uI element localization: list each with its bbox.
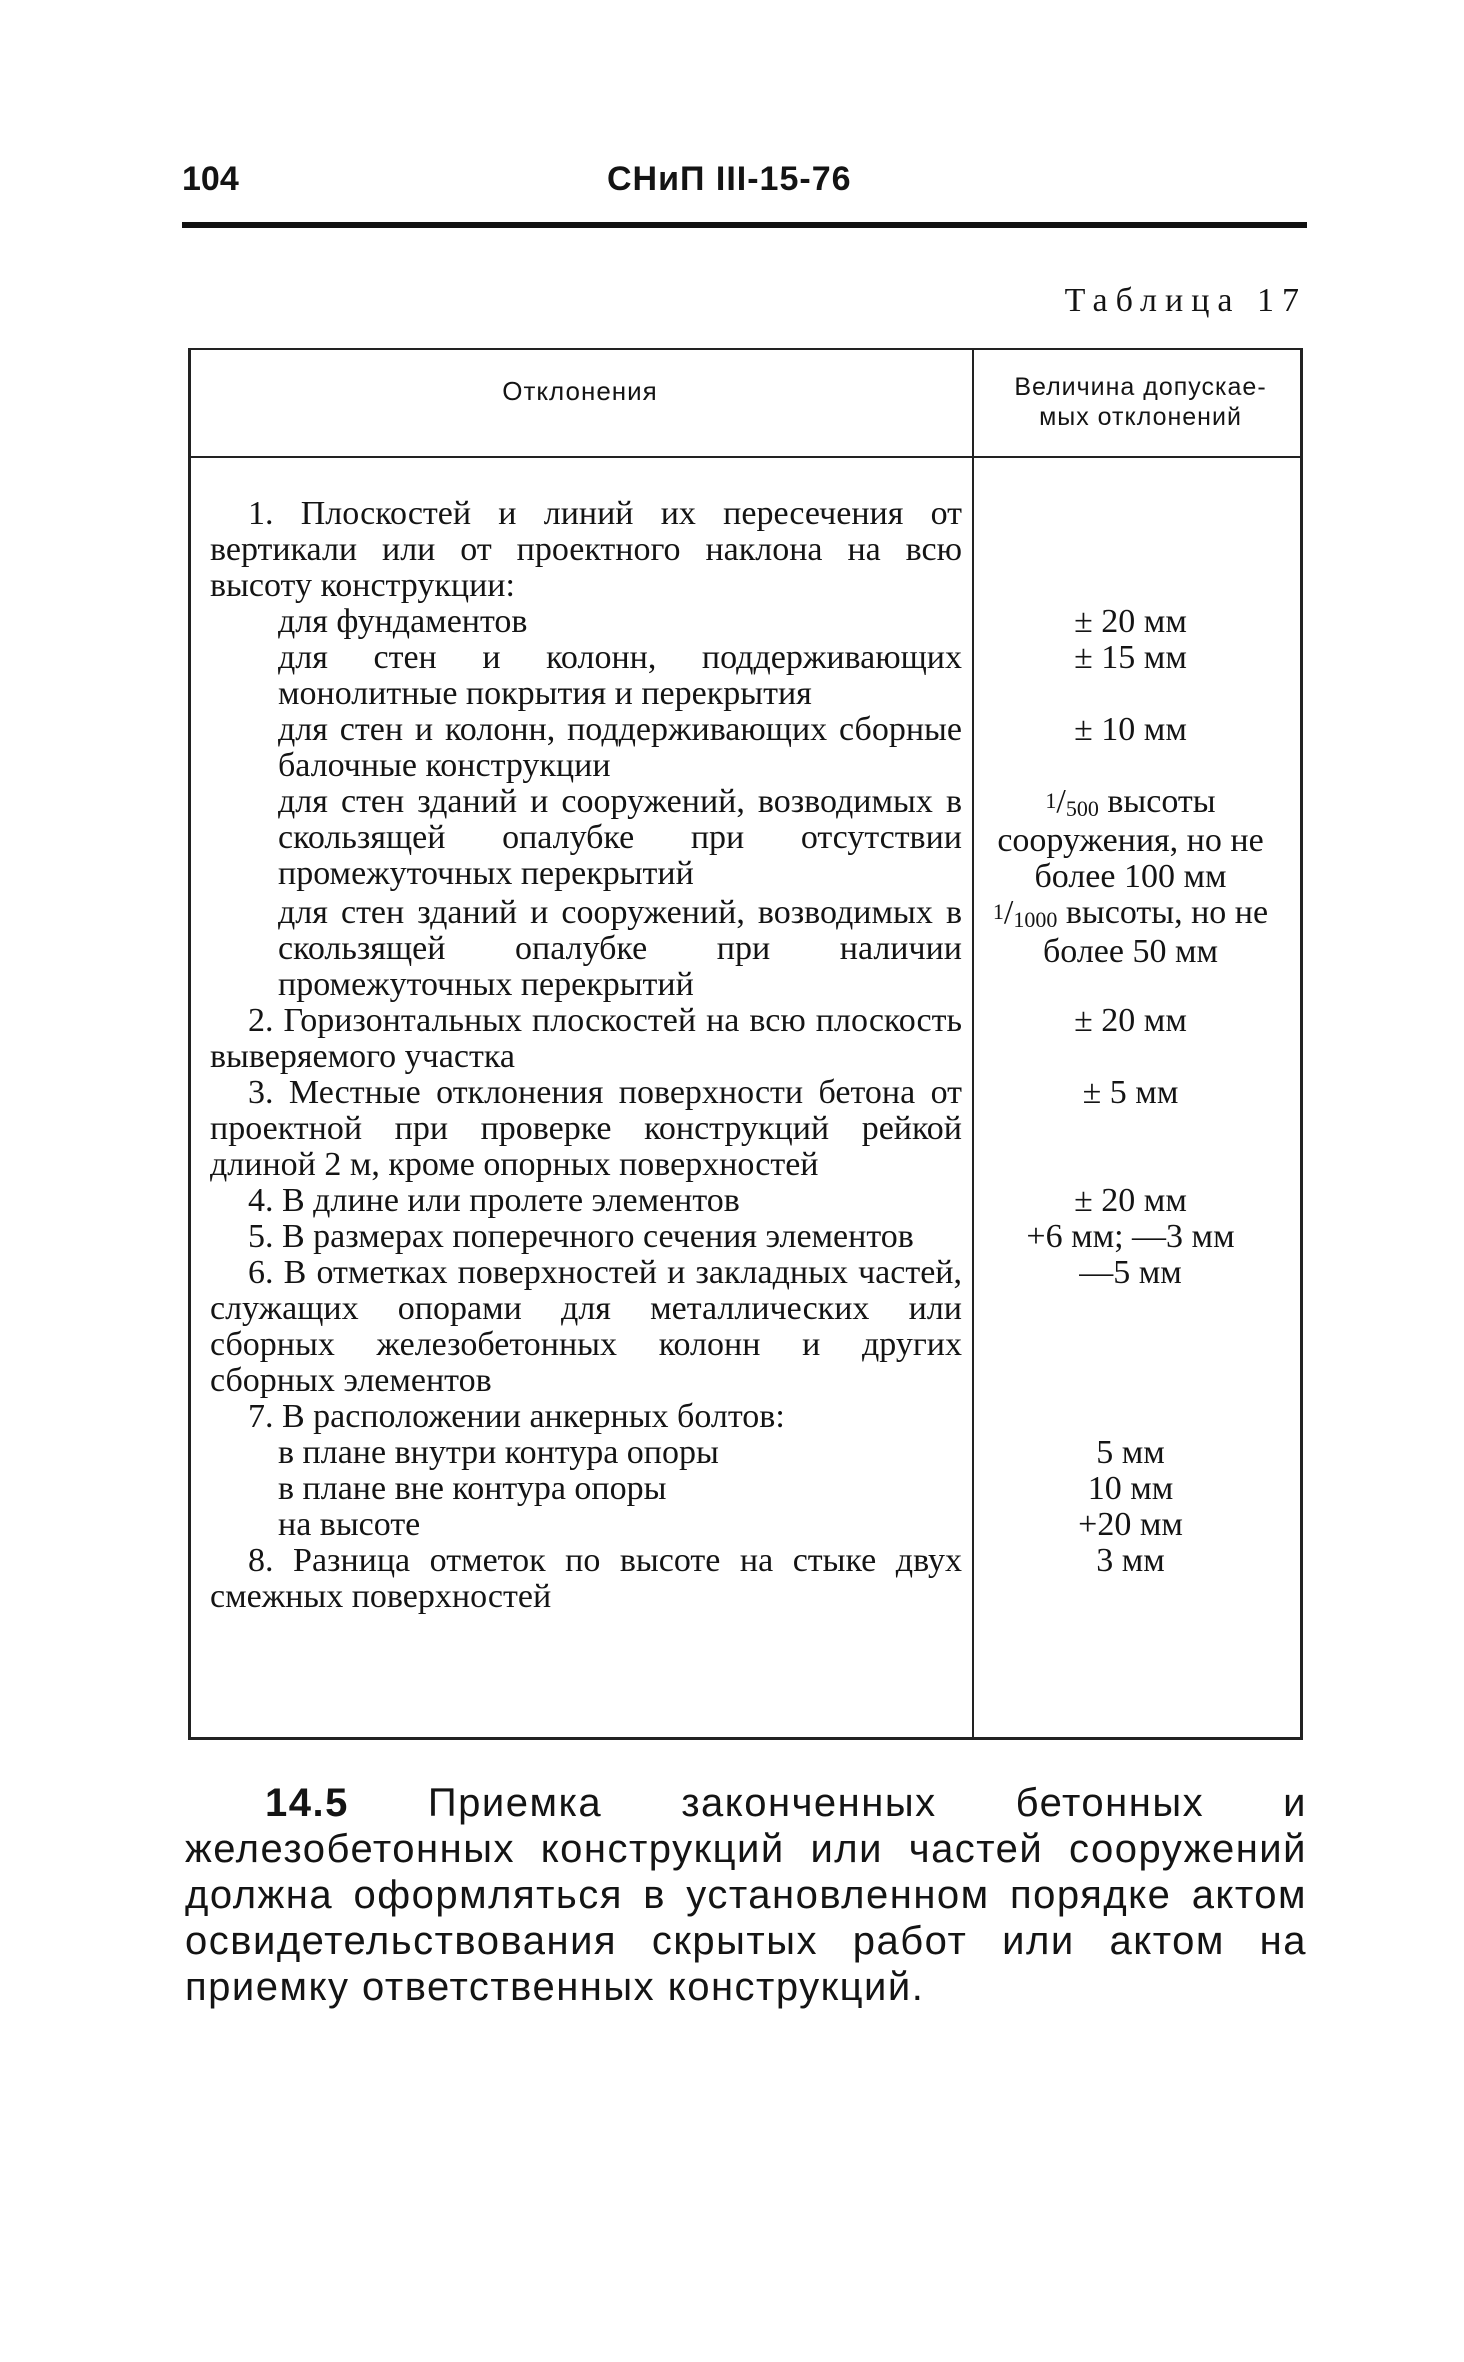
- paragraph-number: 14.5: [265, 1781, 349, 1825]
- paragraph-text: Приемка законченных бетонных и железобетонных конструкций или частей сооружений должна оформляться в установленном порядке актом освидетельствования скрытых работ или актом на приемку ответственных конструкций.: [185, 1781, 1307, 2009]
- fraction-denominator: 500: [1065, 796, 1099, 821]
- fraction-numerator: 1: [992, 899, 1004, 924]
- deviation-text: для стен и колонн, поддерживающих монолитные покрытия и перекрытия: [278, 639, 962, 712]
- tolerance-value: 10 мм: [1087, 1470, 1174, 1507]
- deviation-text: 7. В расположении анкерных болтов:: [248, 1398, 785, 1435]
- table-caption: Таблица 17: [1064, 282, 1307, 319]
- tolerance-value: ± 20 мм: [1074, 1182, 1187, 1219]
- table-row: [188, 1255, 1303, 1399]
- tolerance-value: ± 5 мм: [1082, 1074, 1179, 1111]
- document-code: СНиП III-15-76: [607, 160, 852, 198]
- table-row: [188, 784, 1303, 895]
- header-rule: [182, 222, 1307, 228]
- tolerance-value: 5 мм: [1096, 1434, 1165, 1471]
- deviation-text: для фундаментов: [278, 603, 528, 640]
- deviation-text: 8. Разница отметок по высоте на стыке двух смежных поверхностей: [210, 1542, 962, 1615]
- column-header-tolerance-line2: мых отклонений: [1039, 403, 1242, 431]
- column-header-deviation: Отклонения: [502, 376, 658, 406]
- table-body: [188, 496, 1303, 1615]
- fraction-denominator: 1000: [1013, 907, 1058, 932]
- tolerance-value: ± 10 мм: [1074, 711, 1187, 748]
- tolerance-value: +6 мм; —3 мм: [1026, 1218, 1235, 1255]
- table-row: [188, 604, 1303, 640]
- deviation-text: 1. Плоскостей и линий их пересечения от вертикали или от проектного наклона на всю высоту конструкции:: [210, 495, 962, 604]
- body-paragraph: [185, 1780, 1307, 2010]
- column-header-tolerance-line1: Величина допускае-: [1014, 373, 1267, 401]
- deviation-text: для стен и колонн, поддерживающих сборные балочные конструкции: [278, 711, 962, 784]
- deviation-text: 6. В отметках поверхностей и закладных частей, служащих опорами для металлических или сборных железобетонных колонн и других сборных элементов: [210, 1254, 962, 1399]
- deviation-text: 2. Горизонтальных плоскостей на всю плоскость выверяемого участка: [210, 1002, 962, 1075]
- table-row: [188, 1003, 1303, 1075]
- deviation-text: в плане внутри контура опоры: [278, 1434, 719, 1471]
- table-row: [188, 1543, 1303, 1615]
- tolerance-value: ± 15 мм: [1074, 639, 1187, 676]
- fraction-numerator: 1: [1045, 788, 1057, 813]
- tolerance-value: +20 мм: [1078, 1506, 1183, 1543]
- page-number: 104: [182, 160, 239, 198]
- table-border-top: [188, 348, 1303, 350]
- tolerance-value: $^1/_{500}$ высоты сооружения, но не более 100 мм: [997, 783, 1264, 895]
- tolerance-value: 3 мм: [1096, 1542, 1165, 1579]
- tolerance-value: $^1/_{1000}$ высоты, но не более 50 мм: [992, 894, 1269, 970]
- deviation-text: в плане вне контура опоры: [278, 1470, 667, 1507]
- deviation-text: для стен зданий и сооружений, возводимых в скользящей опалубке при наличии промежуточных перекрытий: [278, 894, 962, 1003]
- page-header: [182, 160, 1307, 220]
- column-header-tolerance: [978, 372, 1303, 432]
- deviation-text: для стен зданий и сооружений, возводимых в скользящей опалубке при отсутствии промежуточных перекрытий: [278, 783, 962, 892]
- deviation-text: 3. Местные отклонения поверхности бетона от проектной при проверке конструкций рейкой длиной 2 м, кроме опорных поверхностей: [210, 1074, 962, 1183]
- table-row: [188, 1471, 1303, 1507]
- table-row: [188, 1219, 1303, 1255]
- tolerance-value-text: высоты, но не более 50 мм: [1042, 894, 1269, 970]
- table-border-bottom: [188, 1737, 1303, 1740]
- tolerance-value-text: высоты сооружения, но не более 100 мм: [997, 783, 1264, 895]
- tolerance-value: ± 20 мм: [1074, 603, 1187, 640]
- header-divider: [188, 456, 1303, 458]
- deviation-text: на высоте: [278, 1506, 421, 1543]
- tolerance-value: ± 20 мм: [1074, 1002, 1187, 1039]
- table-row: [188, 712, 1303, 784]
- table-row: [188, 1435, 1303, 1471]
- table-row: [188, 640, 1303, 712]
- table-row: [188, 1399, 1303, 1435]
- table-row: [188, 496, 1303, 604]
- deviation-text: 5. В размерах поперечного сечения элементов: [248, 1218, 914, 1255]
- deviation-text: 4. В длине или пролете элементов: [248, 1182, 740, 1219]
- table-row: [188, 1075, 1303, 1183]
- table-row: [188, 1183, 1303, 1219]
- tolerance-table: [188, 348, 1303, 1740]
- table-row: [188, 1507, 1303, 1543]
- table-row: [188, 895, 1303, 1003]
- tolerance-value: —5 мм: [1079, 1254, 1182, 1291]
